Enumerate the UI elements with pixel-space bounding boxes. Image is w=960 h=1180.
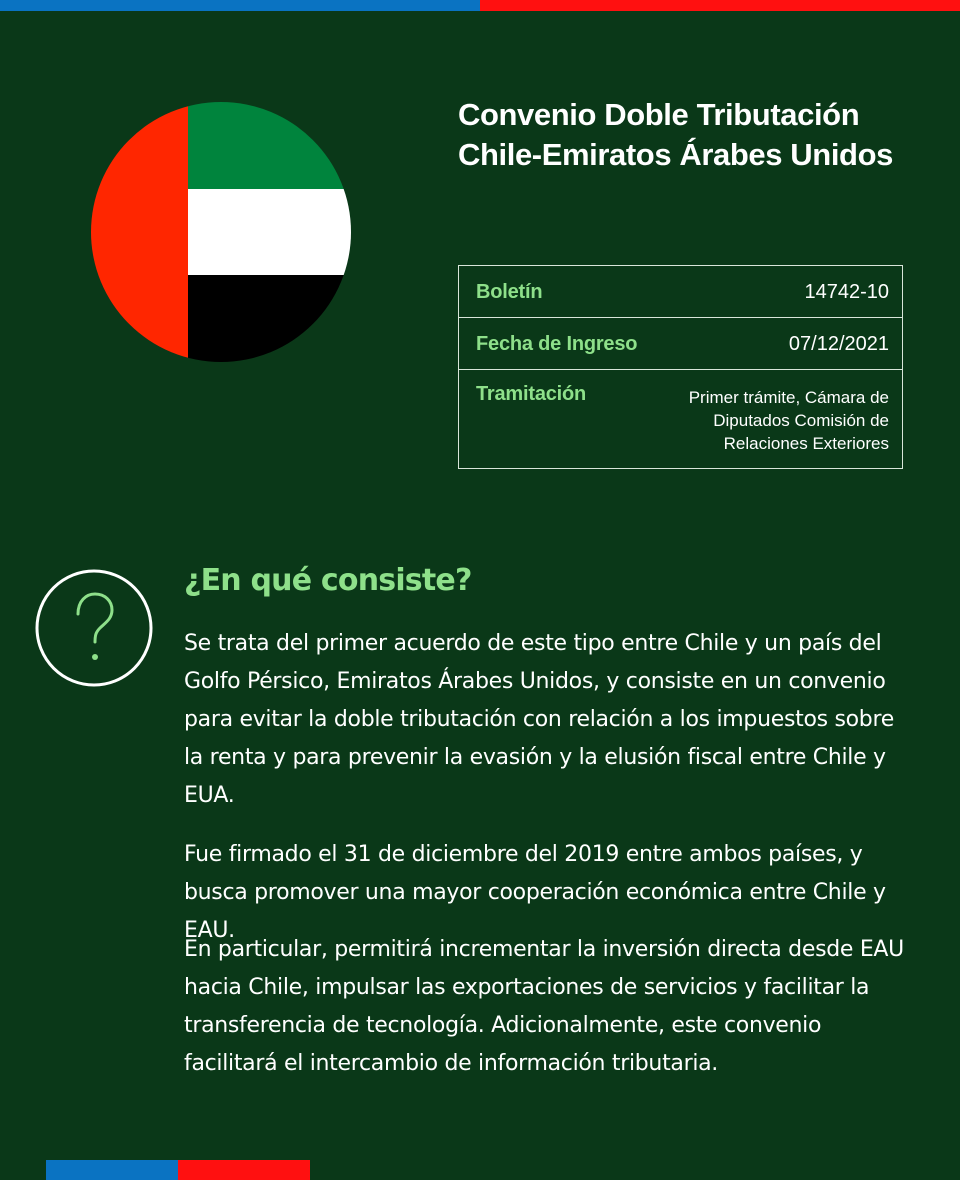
info-value: 07/12/2021 (788, 333, 889, 355)
benefits-paragraph: En particular, permitirá incrementar la inversión directa desde EAU hacia Chile, impulsar las exportaciones de servicios y facilitar la transferencia de tecnología. Adicionalmente, este convenio facilitará el intercambio de información tributaria. (184, 937, 904, 1076)
bottom-accent-bar-red (178, 1160, 310, 1180)
signing-paragraph: Fue firmado el 31 de diciembre del 2019 entre ambos países, y busca promover una mayor cooperación económica entre Chile y EAU. (184, 842, 886, 943)
description-paragraph: Se trata del primer acuerdo de este tipo entre Chile y un país del Golfo Pérsico, Emiratos Árabes Unidos, y consiste en un convenio para evitar la doble tributación con relación a los impuestos sobre la renta y para prevenir la evasión y la elusión fiscal entre Chile y EUA. (184, 631, 894, 808)
uae-flag-icon (91, 102, 351, 362)
top-accent-bar-blue (0, 0, 480, 11)
section-heading: ¿En qué consiste? (184, 563, 472, 598)
info-value: 14742-10 (804, 281, 889, 303)
info-label: Boletín (476, 281, 543, 303)
info-label: Fecha de Ingreso (476, 333, 638, 355)
info-value: Primer trámite, Cámara de Diputados Comisión de Relaciones Exteriores (688, 388, 889, 453)
bottom-accent-bar-blue (46, 1160, 178, 1180)
info-label: Tramitación (476, 383, 587, 405)
info-row-boletin (459, 266, 902, 318)
top-accent-bar-red (480, 0, 960, 11)
question-mark-icon (34, 568, 154, 688)
bill-info-table (458, 265, 903, 469)
info-row-fecha-ingreso (459, 318, 902, 370)
page-title: Convenio Doble Tributación Chile-Emiratos Árabes Unidos (458, 97, 893, 172)
info-row-tramitacion (459, 370, 902, 468)
